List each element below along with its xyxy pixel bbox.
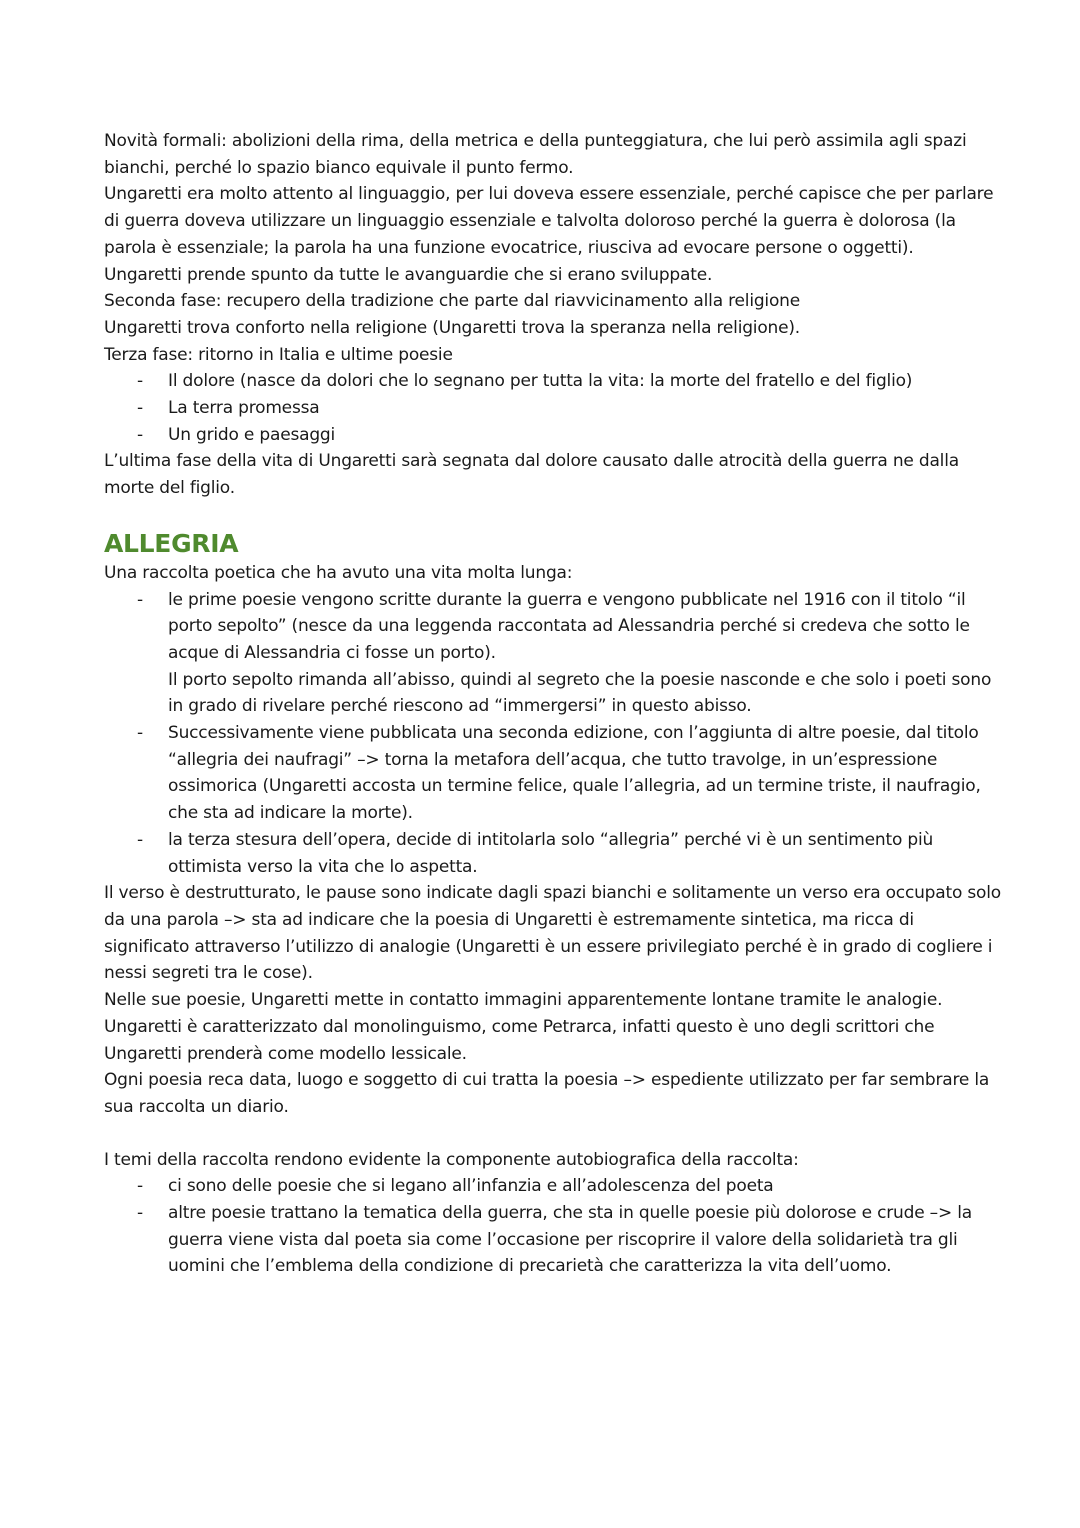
paragraph-analogie: Nelle sue poesie, Ungaretti mette in contatto immagini apparentemente lontane tramite le analogie.: [104, 990, 943, 1011]
list-item: - altre poesie trattano la tematica della guerra, che sta in quelle poesie più dolorose e crude –> la guerra viene vista dal poeta sia come l’occasione per riscoprire il valore della solidarietà tra gli uomini che l’emblema della condizione di precarietà che caratterizza la vita dell’uomo.: [104, 1200, 1004, 1280]
list-item: - Successivamente viene pubblicata una seconda edizione, con l’aggiunta di altre poesie, dal titolo “allegria dei naufragi” –> torna la metafora dell’acqua, che tutto travolge, in un’espressione ossimorica (Ungaretti accosta un termine felice, quale l’allegria, ad un termine triste, il naufragio, che sta ad indicare la morte).: [104, 720, 1004, 827]
section-heading-allegria: ALLEGRIA: [104, 528, 239, 558]
paragraph-novita-formali: Novità formali: abolizioni della rima, della metrica e della punteggiatura, che lui però assimila agli spazi bianchi, perché lo spazio bianco equivale il punto fermo.: [104, 131, 967, 178]
paragraph-monolinguismo: Ungaretti è caratterizzato dal monolinguismo, come Petrarca, infatti questo è uno degli scrittori che Ungaretti prenderà come modello lessicale.: [104, 1016, 935, 1064]
document-page: [104, 128, 1004, 1280]
dash-bullet: -: [137, 424, 143, 445]
list-item: - ci sono delle poesie che si legano all’infanzia e all’adolescenza del poeta: [104, 1173, 1004, 1200]
paragraph-temi: I temi della raccolta rendono evidente la componente autobiografica della raccolta:: [104, 1149, 799, 1170]
dash-bullet: -: [137, 829, 143, 850]
list-item: - le prime poesie vengono scritte durante la guerra e vengono pubblicate nel 1916 con il titolo “il porto sepolto” (nesce da una leggenda raccontata ad Alessandria perché si credeva che sotto le acque di Alessandria ci fosse un porto). Il porto sepolto rimanda all’abisso, quindi al segreto che la poesie nasconde e che solo i poeti sono in grado di rivelare perché riescono ad “immergersi” in questo abisso.: [104, 587, 1004, 721]
terza-fase-list: [104, 368, 1004, 448]
list-item: - la terza stesura dell’opera, decide di intitolarla solo “allegria” perché vi è un sentimento più ottimista verso la vita che lo aspetta.: [104, 827, 1004, 880]
paragraph-seconda-fase: Seconda fase: recupero della tradizione che parte dal riavvicinamento alla religione: [104, 291, 800, 312]
dash-bullet: -: [137, 589, 143, 610]
dash-bullet: -: [137, 1203, 143, 1224]
paragraph-ultima-fase: L’ultima fase della vita di Ungaretti sarà segnata dal dolore causato dalle atrocità della guerra ne dalla morte del figlio.: [104, 451, 959, 499]
dash-bullet: -: [137, 398, 143, 419]
dash-bullet: -: [137, 371, 143, 392]
spacer: [104, 1121, 1004, 1147]
list-item: - La terra promessa: [104, 395, 1004, 422]
temi-list: [104, 1173, 1004, 1280]
dash-bullet: -: [137, 1176, 143, 1197]
paragraph-intro-raccolta: Una raccolta poetica che ha avuto una vita molta lunga:: [104, 562, 573, 583]
list-item: - Il dolore (nasce da dolori che lo segnano per tutta la vita: la morte del fratello e del figlio): [104, 368, 1004, 395]
paragraph-avanguardie: Ungaretti prende spunto da tutte le avanguardie che si erano sviluppate.: [104, 264, 713, 285]
dash-bullet: -: [137, 723, 143, 744]
edizioni-list: [104, 587, 1004, 881]
paragraph-diario: Ogni poesia reca data, luogo e soggetto di cui tratta la poesia –> espediente utilizzato per far sembrare la sua raccolta un diario.: [104, 1070, 990, 1117]
list-item: - Un grido e paesaggi: [104, 422, 1004, 449]
paragraph-terza-fase: Terza fase: ritorno in Italia e ultime poesie: [104, 344, 453, 365]
paragraph-verso: Il verso è destrutturato, le pause sono indicate dagli spazi bianchi e solitamente un verso era occupato solo da una parola –> sta ad indicare che la poesia di Ungaretti è estremamente sintetica, ma ricca di significato attraverso l’utilizzo di analogie (Ungaretti è un essere privilegiato perché è in grado di cogliere i nessi segreti tra le cose).: [104, 883, 1001, 984]
paragraph-linguaggio: Ungaretti era molto attento al linguaggio, per lui doveva essere essenziale, perché capisce che per parlare di guerra doveva utilizzare un linguaggio essenziale e talvolta doloroso perché la guerra è dolorosa (la parola è essenziale; la parola ha una funzione evocatrice, riusciva ad evocare persone o oggetti).: [104, 184, 994, 258]
paragraph-religione: Ungaretti trova conforto nella religione (Ungaretti trova la speranza nella religione).: [104, 317, 801, 338]
